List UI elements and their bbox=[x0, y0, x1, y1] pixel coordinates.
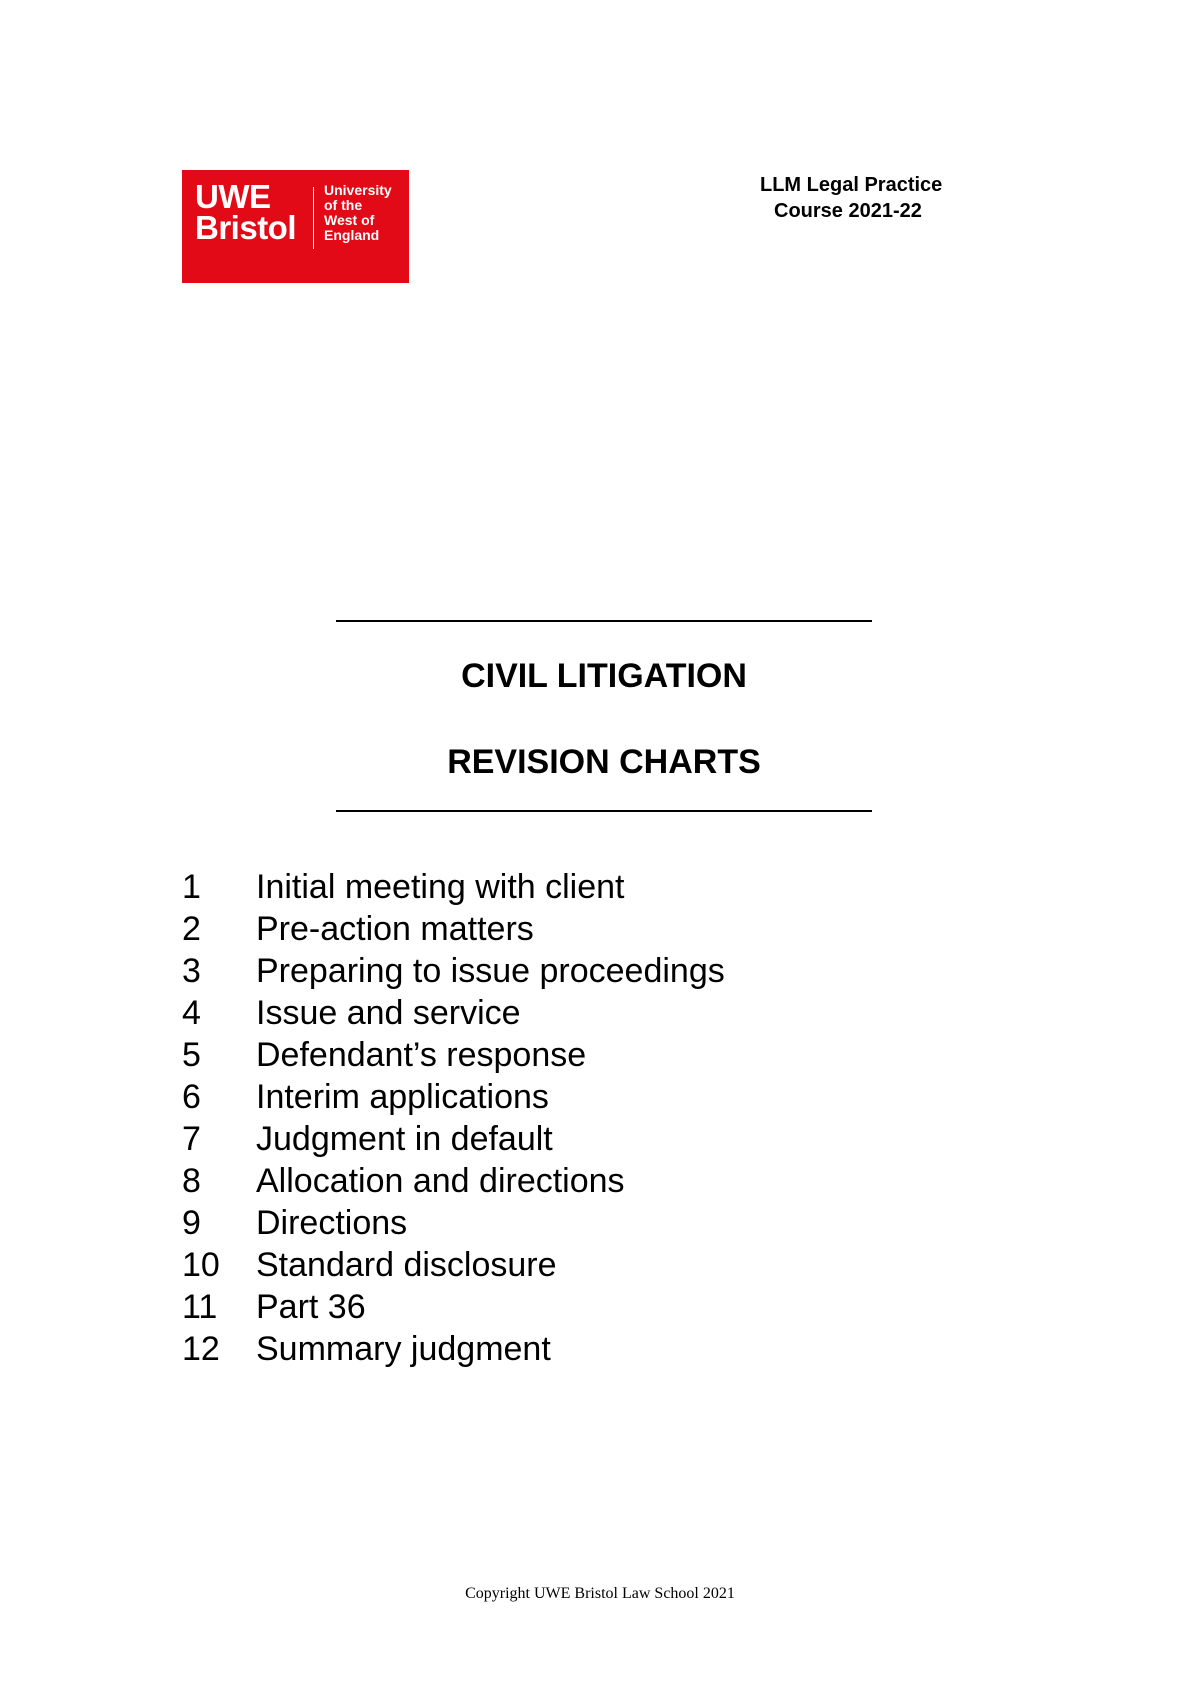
logo-university-name bbox=[324, 183, 392, 243]
contents-item bbox=[182, 992, 982, 1034]
course-header-line-2: Course 2021-22 bbox=[774, 200, 922, 222]
course-header bbox=[760, 172, 1060, 224]
contents-item bbox=[182, 1328, 982, 1370]
contents-item bbox=[182, 950, 982, 992]
contents-item bbox=[182, 1160, 982, 1202]
logo-university-line-2: of the bbox=[324, 197, 363, 213]
contents-item-label: Defendant’s response bbox=[256, 1036, 587, 1074]
contents-item-label: Directions bbox=[256, 1204, 408, 1242]
contents-item-number: 3 bbox=[182, 952, 201, 990]
contents-item-label: Standard disclosure bbox=[256, 1246, 557, 1284]
contents-item-number: 7 bbox=[182, 1120, 201, 1158]
document-title: CIVIL LITIGATION bbox=[461, 657, 747, 695]
contents-item-label: Preparing to issue proceedings bbox=[256, 952, 725, 990]
logo-university-line-3: West of bbox=[324, 212, 375, 228]
contents-item-number: 4 bbox=[182, 994, 201, 1032]
contents-item-label: Issue and service bbox=[256, 994, 521, 1032]
contents-item-number: 8 bbox=[182, 1162, 201, 1200]
uwe-bristol-logo bbox=[182, 170, 409, 283]
logo-wordmark-line-1: UWE bbox=[195, 178, 271, 215]
contents-item bbox=[182, 1202, 982, 1244]
logo-university-line-1: University bbox=[324, 182, 392, 198]
logo-divider bbox=[313, 187, 314, 249]
contents-item-label: Judgment in default bbox=[256, 1120, 553, 1158]
logo-wordmark bbox=[195, 178, 297, 246]
logo-wordmark-line-2: Bristol bbox=[195, 209, 297, 246]
document-subtitle: REVISION CHARTS bbox=[447, 743, 761, 781]
contents-item bbox=[182, 866, 982, 908]
contents-item-label: Pre-action matters bbox=[256, 910, 534, 948]
contents-item-number: 6 bbox=[182, 1078, 201, 1116]
contents-item bbox=[182, 1286, 982, 1328]
title-rule-top bbox=[336, 620, 872, 622]
contents-item bbox=[182, 1034, 982, 1076]
contents-item bbox=[182, 1118, 982, 1160]
contents-item-label: Summary judgment bbox=[256, 1330, 551, 1368]
contents-list bbox=[182, 866, 982, 1370]
contents-item-label: Allocation and directions bbox=[256, 1162, 625, 1200]
contents-item-number: 11 bbox=[182, 1288, 218, 1326]
contents-item-number: 12 bbox=[182, 1330, 220, 1368]
contents-item-number: 9 bbox=[182, 1204, 201, 1242]
contents-item-number: 1 bbox=[182, 868, 201, 906]
contents-item-label: Initial meeting with client bbox=[256, 868, 625, 906]
contents-item-label: Part 36 bbox=[256, 1288, 366, 1326]
contents-item-number: 2 bbox=[182, 910, 201, 948]
contents-item bbox=[182, 908, 982, 950]
contents-item-number: 5 bbox=[182, 1036, 201, 1074]
contents-item-label: Interim applications bbox=[256, 1078, 549, 1116]
title-rule-bottom bbox=[336, 810, 872, 812]
copyright-footer: Copyright UWE Bristol Law School 2021 bbox=[465, 1585, 735, 1602]
course-header-line-1: LLM Legal Practice bbox=[760, 174, 943, 196]
contents-item bbox=[182, 1244, 982, 1286]
logo-university-line-4: England bbox=[324, 227, 380, 243]
contents-item-number: 10 bbox=[182, 1246, 220, 1284]
contents-item bbox=[182, 1076, 982, 1118]
